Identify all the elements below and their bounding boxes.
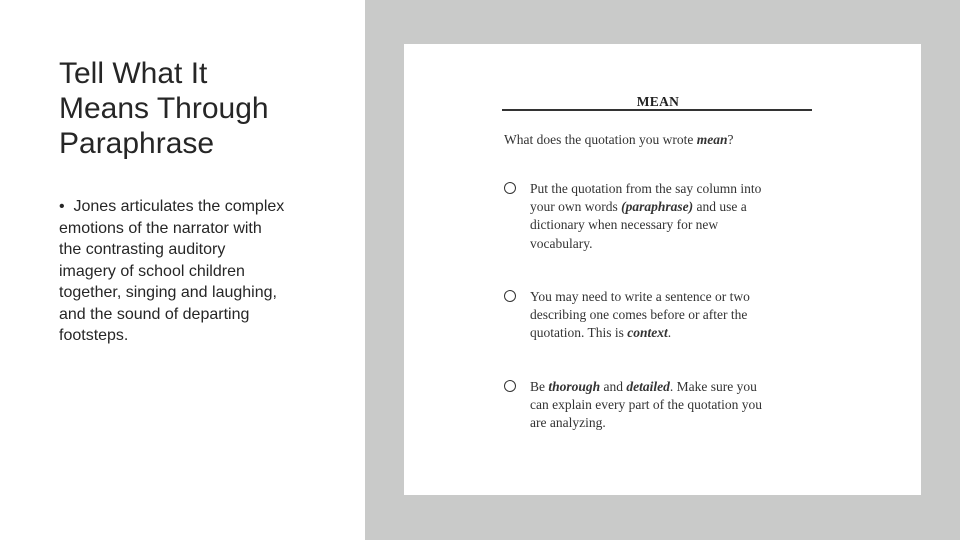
- bullet-paragraph: [59, 196, 329, 347]
- item-line: can explain every part of the quotation you: [530, 397, 763, 413]
- item-line: Put the quotation from the say column into: [530, 181, 762, 196]
- item-line: [530, 324, 750, 342]
- bullet-line: emotions of the narrator with: [59, 219, 262, 237]
- text-panel: [0, 0, 365, 540]
- item-text: and: [600, 379, 627, 394]
- circle-bullet-icon: [504, 182, 516, 194]
- item-emphasis: (paraphrase): [621, 199, 694, 215]
- item-line: are analyzing.: [530, 415, 606, 431]
- worksheet-item-text: [530, 378, 762, 433]
- item-line: [530, 378, 762, 396]
- bullet-line: and the sound of departing: [59, 305, 250, 323]
- item-line: You may need to write a sentence or two: [530, 289, 750, 304]
- question-mark: ?: [727, 132, 734, 147]
- bullet-line: the contrasting auditory: [59, 241, 226, 258]
- title-line: Means Through: [59, 92, 269, 125]
- item-text: .: [667, 325, 672, 341]
- bullet-line: [59, 196, 329, 218]
- worksheet-question: [504, 132, 733, 148]
- item-emphasis: context: [627, 325, 668, 341]
- bullet-line-text: Jones articulates the complex: [73, 198, 285, 215]
- circle-bullet-icon: [504, 380, 516, 392]
- item-emphasis: thorough: [548, 379, 601, 394]
- bullet-line: footsteps.: [59, 327, 129, 344]
- question-emphasis: mean: [696, 132, 728, 147]
- question-text: What does the quotation you wrote: [504, 132, 697, 147]
- item-line: dictionary when necessary for new: [530, 217, 719, 233]
- worksheet-image: [404, 44, 921, 495]
- item-text: and use a: [693, 199, 747, 215]
- bullet-line: together, singing and laughing,: [59, 284, 277, 301]
- heading-rule: [502, 109, 812, 111]
- item-line: vocabulary.: [530, 235, 593, 251]
- worksheet-item-text: [530, 180, 761, 253]
- title-line: Tell What It: [59, 57, 208, 90]
- circle-bullet-icon: [504, 290, 516, 302]
- item-emphasis: detailed: [626, 379, 670, 394]
- item-text: . Make sure you: [669, 379, 757, 394]
- worksheet-item-text: [530, 288, 750, 343]
- item-text: quotation. This is: [530, 325, 628, 341]
- item-line: [530, 198, 761, 216]
- bullet-marker: •: [59, 198, 65, 215]
- worksheet-heading: MEAN: [636, 94, 680, 109]
- title-line: Paraphrase: [59, 127, 215, 160]
- item-text: Be: [530, 379, 549, 394]
- slide-title: [59, 56, 349, 161]
- item-line: describing one comes before or after the: [530, 307, 748, 323]
- bullet-line: imagery of school children: [59, 262, 245, 280]
- item-text: your own words: [530, 199, 622, 215]
